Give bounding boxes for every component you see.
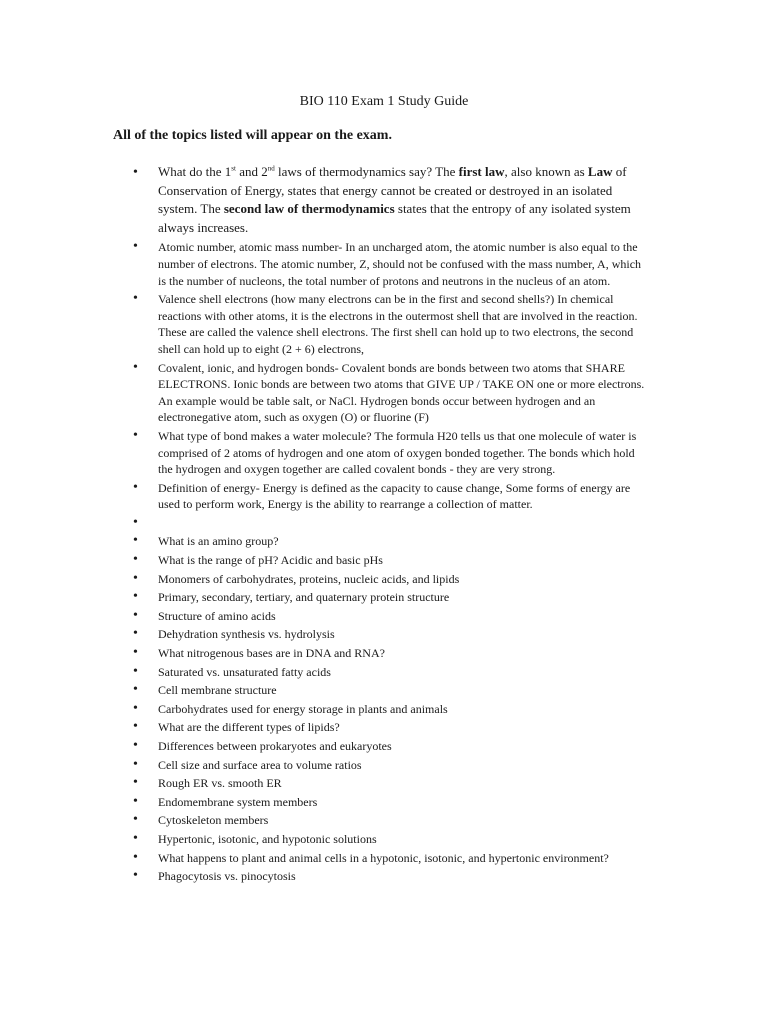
item-text: Monomers of carbohydrates, proteins, nucleic acids, and lipids xyxy=(158,571,460,586)
bold-term: Law xyxy=(587,164,613,179)
list-item xyxy=(0,428,651,478)
document-title: BIO 110 Exam 1 Study Guide xyxy=(299,94,469,109)
bullet-icon: • xyxy=(133,775,138,791)
bullet-icon: • xyxy=(133,514,138,530)
item-text: Definition of energy- Energy is defined as the capacity to cause change, Some forms of energy are used to perform work, Energy is the ability to rearrange a collection of matter. xyxy=(158,480,631,512)
list-item xyxy=(0,533,651,550)
list-item xyxy=(0,701,651,718)
item-text: Hypertonic, isotonic, and hypotonic solutions xyxy=(158,831,377,846)
bullet-icon: • xyxy=(133,868,138,884)
item-text: Carbohydrates used for energy storage in plants and animals xyxy=(158,701,448,716)
list-item xyxy=(0,291,651,357)
bullet-icon: • xyxy=(133,533,138,549)
item-text: Rough ER vs. smooth ER xyxy=(158,776,282,791)
item-text: Endomembrane system members xyxy=(158,794,318,809)
item-text-part: , also known as xyxy=(504,164,588,179)
list-item xyxy=(0,664,651,681)
item-text xyxy=(158,164,631,235)
item-text: Cell size and surface area to volume ratios xyxy=(158,757,362,772)
item-text: What is the range of pH? Acidic and basic pHs xyxy=(158,553,383,568)
bullet-icon: • xyxy=(133,719,138,735)
list-item xyxy=(0,831,651,848)
list-item xyxy=(0,757,651,774)
superscript: st xyxy=(231,164,236,173)
item-text-part: What do the 1 xyxy=(158,164,232,179)
item-text: What type of bond makes a water molecule? The formula H20 tells us that one molecule of water is comprised of 2 atoms of hydrogen and one atom of oxygen bonded together. The bonds which hold the hydrogen and oxygen together are called covalent bonds - they are very strong. xyxy=(158,428,637,477)
bullet-icon: • xyxy=(133,830,138,846)
bullet-icon: • xyxy=(133,570,138,586)
list-item xyxy=(0,552,651,569)
item-text: Atomic number, atomic mass number- In an uncharged atom, the atomic number is also equal to the number of electrons. The atomic number, Z, should not be confused with the mass number, A, which is the number of nucleons, the total number of protons and neutrons in the nucleus of an atom. xyxy=(158,240,642,288)
list-item xyxy=(0,480,651,513)
item-text: Cell membrane structure xyxy=(158,683,277,698)
list-item xyxy=(0,360,651,426)
list-item-empty xyxy=(0,515,651,532)
bullet-icon: • xyxy=(133,700,138,716)
list-item xyxy=(0,850,651,867)
bullet-icon: • xyxy=(133,239,138,255)
item-text: What happens to plant and animal cells in a hypotonic, isotonic, and hypertonic environment? xyxy=(158,850,609,865)
bold-term: first law xyxy=(458,164,505,179)
bullet-icon: • xyxy=(133,479,138,495)
bullet-icon: • xyxy=(133,427,138,443)
list-item xyxy=(0,812,651,829)
item-text: Differences between prokaryotes and eukaryotes xyxy=(158,739,392,753)
bullet-icon: • xyxy=(133,645,138,661)
bullet-icon: • xyxy=(133,626,138,642)
item-text: Phagocytosis vs. pinocytosis xyxy=(158,869,296,884)
bullet-icon: • xyxy=(133,738,138,753)
bullet-icon: • xyxy=(133,291,138,307)
list-item xyxy=(0,589,651,606)
bullet-icon: • xyxy=(133,756,138,772)
topic-list xyxy=(0,163,768,887)
item-text: Structure of amino acids xyxy=(158,608,276,623)
item-text: What is an amino group? xyxy=(158,534,279,549)
item-text: Cytoskeleton members xyxy=(158,813,269,828)
list-item xyxy=(0,608,651,625)
item-text: Valence shell electrons (how many electrons can be in the first and second shells?) In chemical reactions with other atoms, it is the electrons in the outermost shell that are involved in the reaction. These are called the valence shell electrons. The first shell can hold up to two electrons, the second shell can hold up to eight (2 + 6) electrons, xyxy=(158,292,638,356)
bullet-icon: • xyxy=(133,663,138,679)
item-text-part: laws of thermodynamics say? The xyxy=(274,164,459,179)
list-item xyxy=(0,645,651,662)
document-intro: All of the topics listed will appear on the exam. xyxy=(113,128,392,143)
bullet-icon: • xyxy=(133,607,138,623)
list-item xyxy=(0,626,651,643)
list-item xyxy=(0,571,651,588)
bullet-icon: • xyxy=(133,165,138,180)
list-item xyxy=(0,239,651,289)
bullet-icon: • xyxy=(133,589,138,605)
list-item xyxy=(0,775,651,792)
list-item xyxy=(0,738,651,755)
item-text: Dehydration synthesis vs. hydrolysis xyxy=(158,627,335,642)
item-text-part: and 2 xyxy=(235,164,268,179)
item-text: Covalent, ionic, and hydrogen bonds- Covalent bonds are bonds between two atoms that SHARE ELECTRONS. Ionic bonds are between two atoms that GIVE UP / TAKE ON one or more electrons. An example would be table salt, or NaCl. Hydrogen bonds occur between hydrogen and an electronegative atom, such as oxygen (O) or fluorine (F) xyxy=(158,360,645,425)
list-item xyxy=(0,794,651,811)
superscript: nd xyxy=(267,164,275,173)
list-item xyxy=(0,868,651,885)
bullet-icon: • xyxy=(133,359,138,375)
item-text: Saturated vs. unsaturated fatty acids xyxy=(158,664,331,679)
bullet-icon: • xyxy=(133,682,138,698)
list-item xyxy=(0,719,651,736)
bullet-icon: • xyxy=(133,812,138,828)
item-text: What nitrogenous bases are in DNA and RNA? xyxy=(158,646,385,661)
list-item xyxy=(0,163,651,237)
item-text: What are the different types of lipids? xyxy=(158,720,340,735)
item-text: Primary, secondary, tertiary, and quaternary protein structure xyxy=(158,590,450,605)
list-item xyxy=(0,682,651,699)
item-text-part: states that the entropy of any isolated system always increases. xyxy=(158,201,631,235)
item-text-part: of Conservation of Energy, states that energy cannot be created or destroyed in an isolated system. The xyxy=(158,164,627,217)
bullet-icon: • xyxy=(133,793,138,809)
bullet-icon: • xyxy=(133,552,138,568)
bullet-icon: • xyxy=(133,849,138,865)
bold-term: second law of thermodynamics xyxy=(223,201,395,217)
